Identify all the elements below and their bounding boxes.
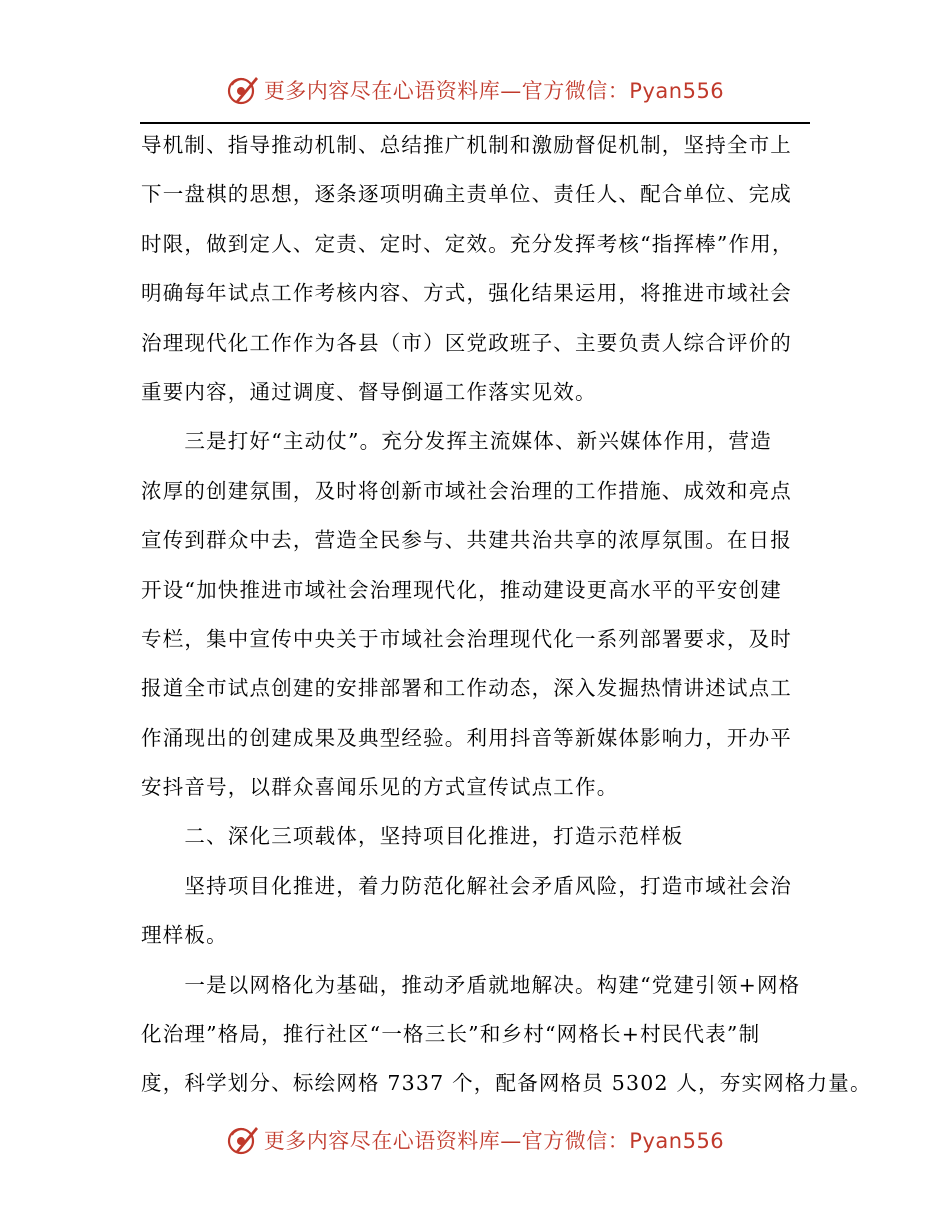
body-line: 下一盘棋的思想，逐条逐项明确主责单位、责任人、配合单位、完成: [141, 182, 792, 207]
footer-banner-text: 更多内容尽在心语资料库—官方微信：Pyan556: [263, 1129, 725, 1153]
body-line: 浓厚的创建氛围，及时将创新市域社会治理的工作措施、成效和亮点: [141, 478, 792, 503]
body-line: 理样板。: [141, 923, 228, 948]
pen-logo-icon: [226, 1123, 260, 1157]
body-line: 报道全市试点创建的安排部署和工作动态，深入发掘热情讲述试点工: [141, 676, 792, 701]
body-line: 度，科学划分、标绘网格 7337 个，配备网格员 5302 人，夯实网格力量。: [141, 1071, 872, 1096]
pen-logo-icon: [226, 73, 260, 107]
header-banner-text: 更多内容尽在心语资料库—官方微信：Pyan556: [263, 79, 725, 103]
header-banner: [0, 70, 950, 110]
body-line: 开设“加快推进市域社会治理现代化，推动建设更高水平的平安创建: [141, 577, 782, 602]
document-body: [141, 121, 872, 1109]
body-line: 宣传到群众中去，营造全民参与、共建共治共享的浓厚氛围。在日报: [141, 528, 792, 553]
body-line: 治理现代化工作作为各县（市）区党政班子、主要负责人综合评价的: [141, 330, 792, 355]
body-line: 化治理”格局，推行社区“一格三长”和乡村“网格长+村民代表”制: [141, 1022, 761, 1047]
body-line: 明确每年试点工作考核内容、方式，强化结果运用，将推进市域社会: [141, 281, 792, 306]
footer-banner: [0, 1120, 950, 1160]
section-heading: 二、深化三项载体，坚持项目化推进，打造示范样板: [141, 824, 684, 849]
body-line: 坚持项目化推进，着力防范化解社会矛盾风险，打造市域社会治: [141, 873, 792, 898]
body-line: 重要内容，通过调度、督导倒逼工作落实见效。: [141, 379, 597, 404]
body-line: 专栏，集中宣传中央关于市域社会治理现代化一系列部署要求，及时: [141, 626, 792, 651]
body-line: 时限，做到定人、定责、定时、定效。充分发挥考核“指挥棒”作用，: [141, 231, 794, 256]
body-line: 一是以网格化为基础，推动矛盾就地解决。构建“党建引领+网格: [141, 972, 801, 997]
body-line: 作涌现出的创建成果及典型经验。利用抖音等新媒体影响力，开办平: [141, 725, 792, 750]
body-line: 安抖音号，以群众喜闻乐见的方式宣传试点工作。: [141, 775, 619, 800]
body-line: 三是打好“主动仗”。充分发挥主流媒体、新兴媒体作用，营造: [141, 429, 772, 454]
body-line: 导机制、指导推动机制、总结推广机制和激励督促机制，坚持全市上: [141, 133, 792, 157]
